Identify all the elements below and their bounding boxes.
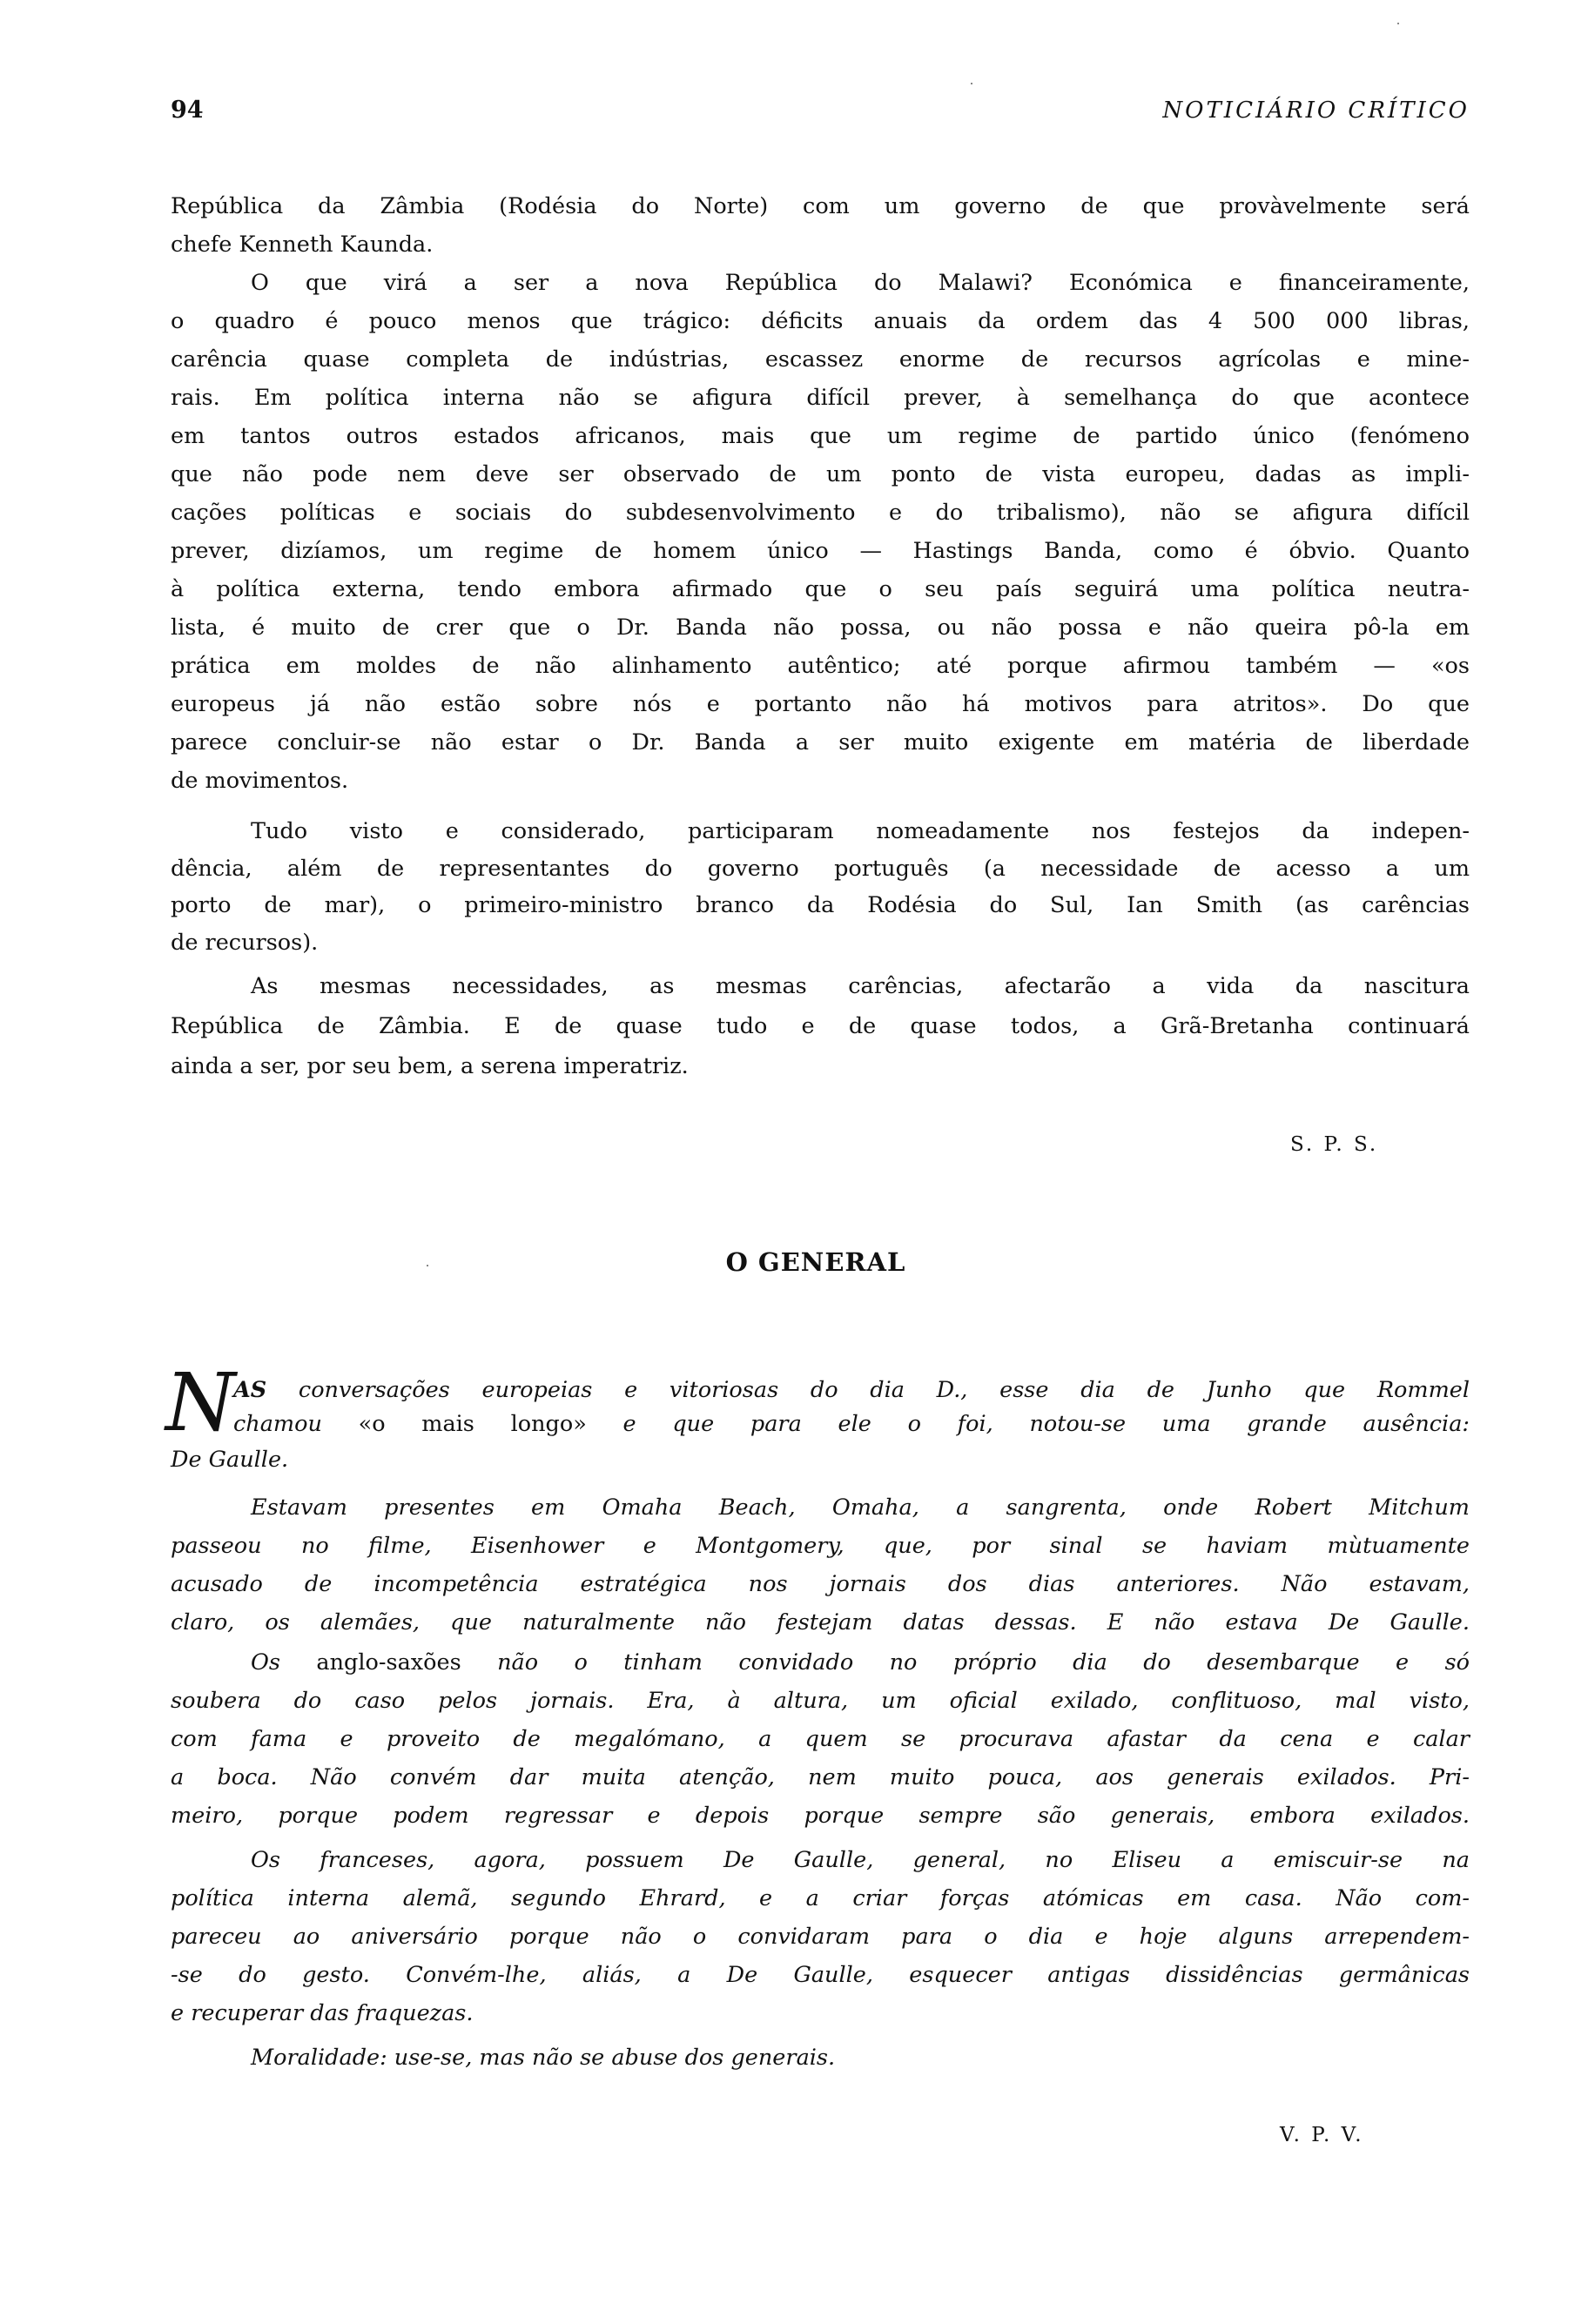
text-line: europeus já não estão sobre nós e portanto não há motivos para atritos». Do que <box>171 691 1470 717</box>
author-initials: S. P. S. <box>1290 1133 1379 1156</box>
text-line: passeou no filme, Eisenhower e Montgomery, que, por sinal se haviam mùtuamente <box>171 1533 1470 1559</box>
text-line: Os anglo-saxões não o tinham convidado no próprio dia do desembarque e só <box>251 1649 1470 1676</box>
scan-speck <box>427 1265 428 1266</box>
text-line: As mesmas necessidades, as mesmas carências, afectarão a vida da nascitura <box>251 973 1470 999</box>
text-line: parece concluir-se não estar o Dr. Banda a ser muito exigente em matéria de liberdade <box>171 729 1470 756</box>
text-line: República de Zâmbia. E de quase tudo e de quase todos, a Grã-Bretanha continuará <box>171 1013 1470 1039</box>
text-line: com fama e proveito de megalómano, a quem se procurava afastar da cena e calar <box>171 1726 1470 1752</box>
text-line: porto de mar), o primeiro-ministro branco da Rodésia do Sul, Ian Smith (as carências <box>171 892 1470 918</box>
page-number: 94 <box>171 97 204 124</box>
text-line: meiro, porque podem regressar e depois porque sempre são generais, embora exilados. <box>171 1803 1470 1829</box>
text-line: Moralidade: use-se, mas não se abuse dos generais. <box>251 2045 836 2071</box>
text-line: dência, além de representantes do governo português (a necessidade de acesso a um <box>171 856 1470 882</box>
text-line: de recursos). <box>171 930 319 956</box>
text-line: -se do gesto. Convém-lhe, aliás, a De Gaulle, esquecer antigas dissidências germânicas <box>171 1962 1470 1988</box>
text-line: política interna alemã, segundo Ehrard, e a criar forças atómicas em casa. Não com- <box>171 1885 1470 1911</box>
drop-cap: N <box>165 1356 236 1449</box>
text-line: chefe Kenneth Kaunda. <box>171 232 434 258</box>
running-title: NOTICIÁRIO CRÍTICO <box>1162 97 1470 124</box>
text-line: claro, os alemães, que naturalmente não festejam datas dessas. E não estava De Gaulle. <box>171 1609 1470 1636</box>
text-line: a boca. Não convém dar muita atenção, nem muito pouca, aos generais exilados. Pri- <box>171 1764 1470 1790</box>
text-line: de movimentos. <box>171 768 349 794</box>
text-line: rais. Em política interna não se afigura difícil prever, à semelhança do que acontece <box>171 385 1470 411</box>
text-line: AS conversações europeias e vitoriosas do dia D., esse dia de Junho que Rommel <box>233 1377 1470 1403</box>
text-line: República da Zâmbia (Rodésia do Norte) com um governo de que provàvelmente será <box>171 193 1470 219</box>
text-line: O que virá a ser a nova República do Malawi? Económica e financeiramente, <box>251 270 1470 296</box>
text-line: carência quase completa de indústrias, escassez enorme de recursos agrícolas e mine- <box>171 346 1470 373</box>
text-line: acusado de incompetência estratégica nos jornais dos dias anteriores. Não estavam, <box>171 1571 1470 1597</box>
text-line: lista, é muito de crer que o Dr. Banda não possa, ou não possa e não queira pô-la em <box>171 615 1470 641</box>
text-line: Tudo visto e considerado, participaram nomeadamente nos festejos da indepen- <box>251 818 1470 844</box>
author-initials: V. P. V. <box>1280 2124 1364 2146</box>
text-line: ainda a ser, por seu bem, a serena imperatriz. <box>171 1053 689 1079</box>
text-line: em tantos outros estados africanos, mais que um regime de partido único (fenómeno <box>171 423 1470 449</box>
text-line: chamou «o mais longo» e que para ele o foi, notou-se uma grande ausência: <box>233 1411 1470 1437</box>
lead-word: AS <box>233 1377 267 1403</box>
section-title: O GENERAL <box>725 1247 906 1277</box>
text-line: Estavam presentes em Omaha Beach, Omaha, a sangrenta, onde Robert Mitchum <box>251 1494 1470 1521</box>
scan-speck <box>971 83 972 84</box>
text-line: De Gaulle. <box>171 1447 289 1473</box>
text-line: prever, dizíamos, um regime de homem único — Hastings Banda, como é óbvio. Quanto <box>171 538 1470 564</box>
scan-speck <box>1397 23 1399 24</box>
text-line: pareceu ao aniversário porque não o convidaram para o dia e hoje alguns arrependem- <box>171 1924 1470 1950</box>
text-line: à política externa, tendo embora afirmado que o seu país seguirá uma política neutra- <box>171 576 1470 602</box>
text-line: e recuperar das fraquezas. <box>171 2000 474 2026</box>
text-line: que não pode nem deve ser observado de um ponto de vista europeu, dadas as impli- <box>171 461 1470 487</box>
text-line: prática em moldes de não alinhamento autêntico; até porque afirmou também — «os <box>171 653 1470 679</box>
text-line: soubera do caso pelos jornais. Era, à altura, um oficial exilado, conflituoso, mal visto, <box>171 1688 1470 1714</box>
text-line: o quadro é pouco menos que trágico: déficits anuais da ordem das 4 500 000 libras, <box>171 308 1470 334</box>
text-line: Os franceses, agora, possuem De Gaulle, general, no Eliseu a emiscuir-se na <box>251 1847 1470 1873</box>
quoted-phrase: «o mais longo» <box>358 1411 587 1437</box>
text-line: cações políticas e sociais do subdesenvolvimento e do tribalismo), não se afigura difícil <box>171 500 1470 526</box>
